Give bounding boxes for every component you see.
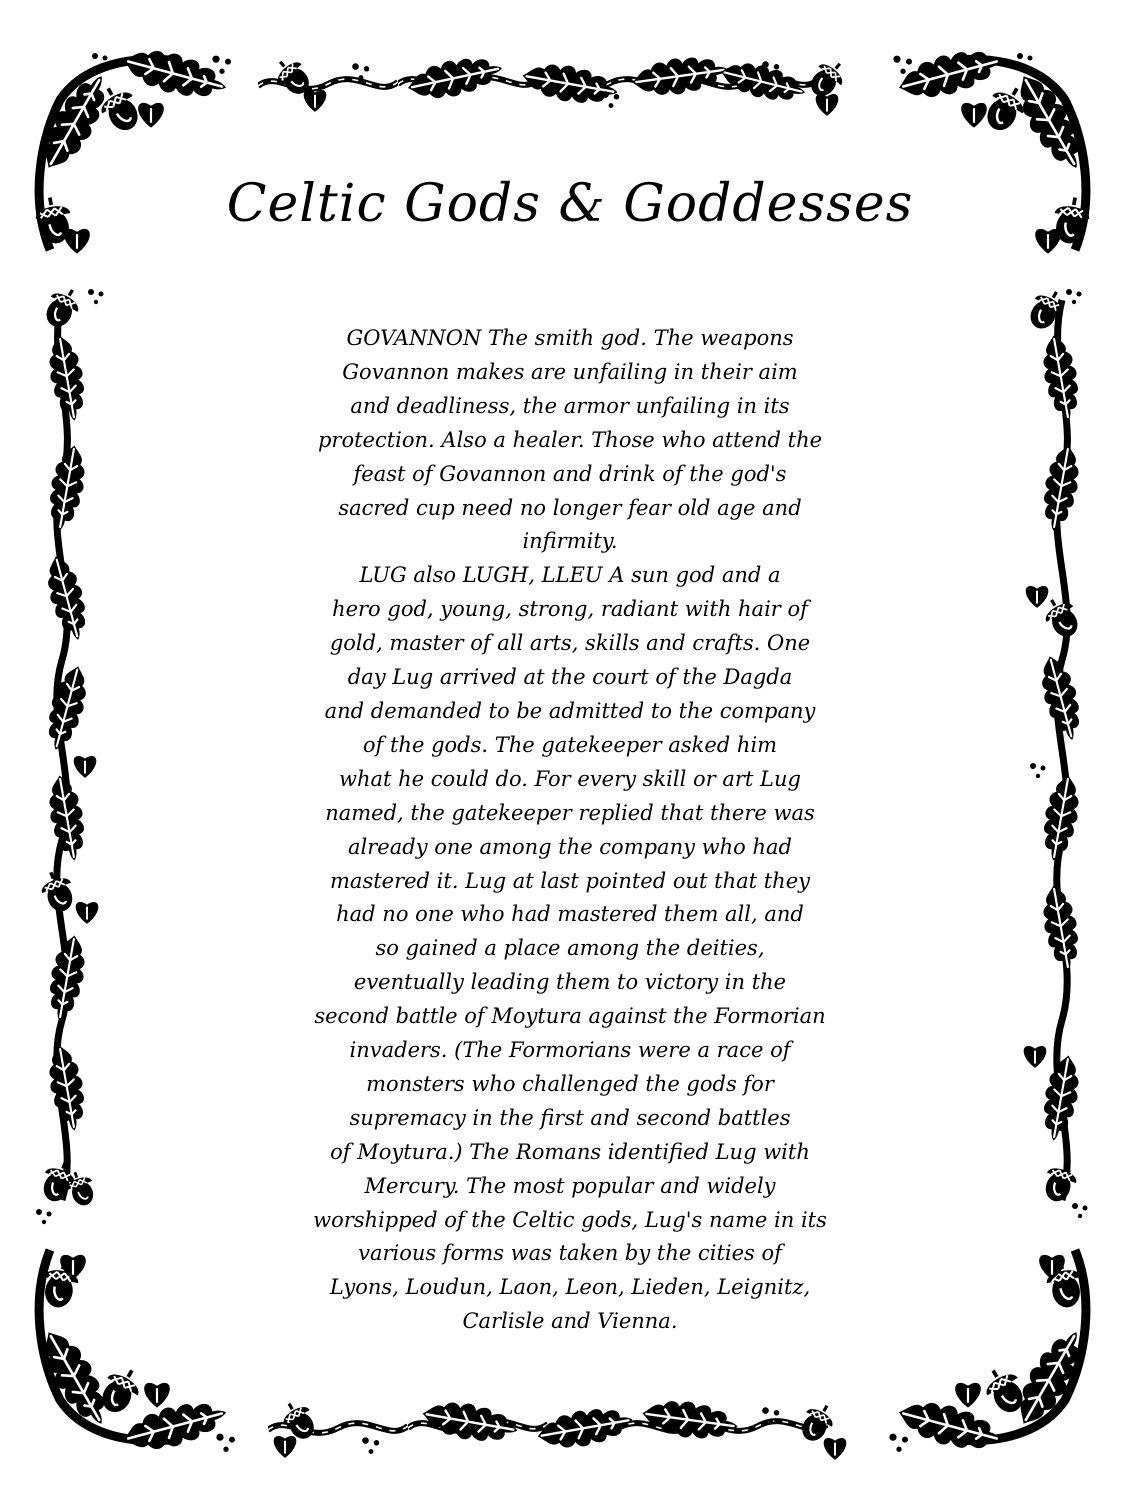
bottom-border xyxy=(268,1395,846,1459)
text-line: so gained a place among the deities, xyxy=(375,936,765,961)
text-line: Carlisle and Vienna. xyxy=(462,1309,678,1334)
text-line: second battle of Moytura against the Formorian xyxy=(314,1004,826,1029)
text-line: and demanded to be admitted to the company xyxy=(324,698,816,723)
left-border xyxy=(36,282,104,1224)
text-line: named, the gatekeeper replied that there was xyxy=(325,800,815,825)
text-line: supremacy in the first and second battles xyxy=(349,1105,791,1130)
text-line: what he could do. For every skill or art Lug xyxy=(339,766,801,791)
page-title: Celtic Gods & Goddesses xyxy=(226,174,914,234)
text-line: and deadliness, the armor unfailing in its xyxy=(350,393,790,418)
text-line: already one among the company who had xyxy=(348,834,792,859)
text-line: Govannon makes are unfailing in their aim xyxy=(342,359,798,384)
top-border xyxy=(258,50,851,115)
text-line: various forms was taken by the cities of xyxy=(358,1241,782,1266)
text-line: of the gods. The gatekeeper asked him xyxy=(362,732,778,757)
text-line: worshipped of the Celtic gods, Lug's name in its xyxy=(313,1207,827,1232)
text-line: feast of Govannon and drink of the god's xyxy=(353,461,787,486)
text-line: Lyons, Loudun, Laon, Leon, Lieden, Leignitz, xyxy=(329,1275,811,1300)
corner-bottom-left xyxy=(31,1250,235,1459)
text-line: hero god, young, strong, radiant with hair of xyxy=(332,597,808,622)
right-border xyxy=(1023,284,1088,1218)
text-line: gold, master of all arts, skills and crafts. One xyxy=(329,631,811,656)
text-line: LUG also LUGH, LLEU A sun god and a xyxy=(359,563,781,588)
text-line: of Moytura.) The Romans identified Lug with xyxy=(330,1139,810,1164)
text-line: day Lug arrived at the court of the Dagda xyxy=(347,665,793,690)
corner-bottom-right xyxy=(889,1250,1093,1459)
text-line: infirmity. xyxy=(522,529,618,554)
text-line: sacred cup need no longer fear old age and xyxy=(338,495,802,520)
text-line: GOVANNON The smith god. The weapons xyxy=(346,326,794,350)
body-text xyxy=(225,322,915,1339)
text-line: mastered it. Lug at last pointed out that they xyxy=(330,868,810,893)
text-line: invaders. (The Formorians were a race of xyxy=(349,1038,791,1063)
text-line: eventually leading them to victory in the xyxy=(353,970,787,995)
text-line: had no one who had mastered them all, and xyxy=(336,902,804,927)
text-line: Mercury. The most popular and widely xyxy=(364,1173,776,1198)
text-line: protection. Also a healer. Those who attend the xyxy=(317,427,823,452)
text-line: monsters who challenged the gods for xyxy=(366,1071,774,1096)
